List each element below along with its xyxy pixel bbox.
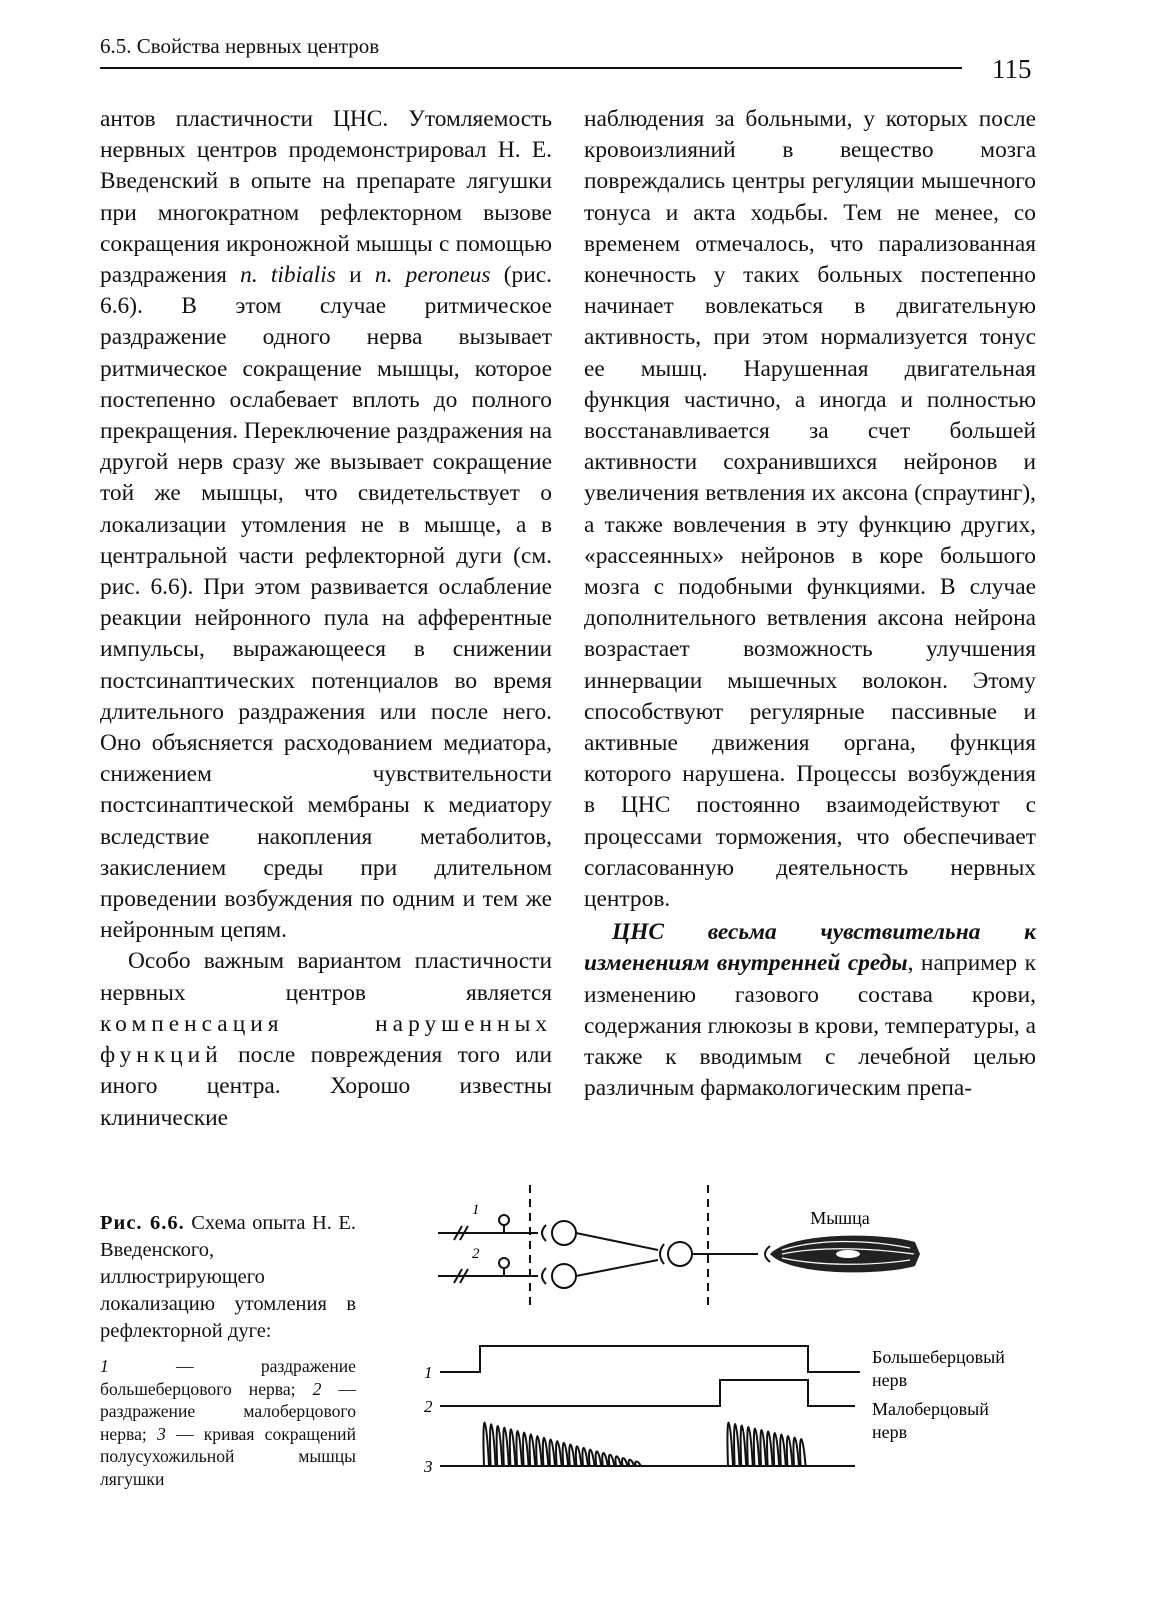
twitch-mark [530, 1434, 536, 1466]
twitch-mark [760, 1430, 766, 1466]
nerve-peroneus: n. peroneus [374, 262, 491, 289]
twitch-mark [800, 1439, 806, 1466]
twitch-mark [589, 1450, 595, 1466]
right-paragraph-1: наблюдения за больными, у которых после кровоизлияний в вещество мозга повреждались центры регуляции мышечного тонуса и акта ходьбы. Тем не менее, со временем отмечалось, что парализованная конечность у таких больных постепенно начинает вовлекаться в двигательную активность, при этом нормализуется тонус ее мышц. Нарушенная двигательная функция частично, а иногда и полностью восстанавливается за счет большей активности сохранившихся нейронов и увеличения ветвления их аксона (спраутинг), а также вовлечения в эту функцию других, «рассеянных» нейронов в коре большого мозга с подобными функциями. В случае дополнительного ветвления аксона нейрона возрастает возможность улучшения иннервации мышечных волокон. Этому способствуют регулярные пассивные и активные движения органа, функция которого нарушена. Процессы возбуждения в ЦНС постоянно взаимодействуют с процессами торможения, что обеспечивает согласованную деятельность нервных центров. [584, 106, 1036, 913]
twitch-mark [787, 1436, 793, 1466]
twitch-mark [774, 1433, 780, 1466]
twitch-mark [510, 1429, 516, 1466]
twitch-mark [727, 1423, 733, 1467]
afferent-neuron-2-icon [552, 1264, 576, 1288]
twitch-mark [483, 1423, 489, 1467]
twitch-mark [780, 1435, 786, 1467]
twitch-mark [523, 1433, 529, 1466]
trace-number-3: 3 [424, 1457, 433, 1476]
legend-num-1: 1 [100, 1356, 109, 1376]
twitch-mark [563, 1443, 569, 1466]
peroneal-nerve-label-b: нерв [872, 1422, 908, 1442]
legend-num-2: 2 [312, 1378, 322, 1399]
left-paragraph-2 [100, 946, 552, 1133]
twitch-mark [741, 1426, 747, 1467]
left-p1-rest: (рис. 6.6). В этом случае ритмическое раздражение одного нерва вызывает ритмическое сокращение мышцы, которое постепенно ослабевает вплоть до полного прекращения. Переключение раздражения на другой нерв сразу же вызывает сокращение той же мышцы, что свидетельствует о локализации утомления не в мышце, а в центральной части рефлекторной дуги (см. рис. 6.6). При этом развивается ослабление реакции нейронного пула на афферентные импульсы, выражающееся в снижении постсинаптических потенциалов во время длительного раздражения или после него. Оно объясняется расходованием медиатора, снижением чувствительности постсинаптической мембраны к медиатору вследствие накопления метаболитов, закислением среды при длительном проведении возбуждения по одним и тем же нейронным цепям. [100, 262, 552, 944]
header-rule [100, 67, 962, 69]
caption-legend [100, 1355, 356, 1490]
twitch-mark [602, 1453, 608, 1466]
twitch-mark [516, 1431, 522, 1466]
electrode-1-icon [499, 1215, 509, 1225]
left-p2-start: Особо важным вариантом пластичности нервных центров является [100, 948, 552, 1006]
legend-num-3: 3 [156, 1423, 166, 1444]
peroneal-nerve-label-a: Малоберцовый [872, 1399, 989, 1419]
trace-number-1: 1 [424, 1363, 433, 1382]
right-paragraph-2 [584, 917, 1036, 1104]
tibial-nerve-label-b: нерв [872, 1370, 908, 1390]
figure-caption [100, 1210, 356, 1490]
twitch-mark [543, 1438, 549, 1466]
twitch-mark [569, 1445, 575, 1466]
page-number: 115 [992, 54, 1032, 84]
muscle-label: Мышца [810, 1208, 870, 1228]
caption-title [100, 1210, 356, 1345]
left-paragraph-1 [100, 104, 552, 946]
twitch-mark [767, 1432, 773, 1467]
twitch-mark [549, 1439, 555, 1466]
twitch-mark [556, 1441, 562, 1466]
left-column [100, 104, 552, 1134]
twitch-mark [734, 1424, 740, 1466]
twitch-mark [497, 1426, 503, 1466]
twitch-mark [622, 1458, 628, 1466]
twitch-mark [490, 1424, 496, 1466]
input-number-1: 1 [472, 1202, 480, 1218]
cns-sensitivity-emphasis: ЦНС весьма чувствительна к изменениям внутренней среды [584, 919, 1036, 977]
right-column [584, 104, 1036, 1105]
nerve-tibialis: n. tibialis [240, 262, 336, 289]
afferent-neuron-1-icon [552, 1221, 576, 1245]
compensation-term: компенсация нарушенных функций [100, 1010, 552, 1069]
caption-title-text: Схема опыта Н. Е. Введенского, иллюстрирующего локализацию утомления в рефлекторной дуге: [100, 1212, 356, 1342]
running-head: 6.5. Свойства нервных центров [100, 34, 380, 58]
legend-text-1: — раздражение большеберцового нерва; [100, 1356, 356, 1399]
tibial-nerve-label-a: Большеберцовый [872, 1347, 1005, 1367]
twitch-mark [793, 1438, 799, 1467]
legend-text-2: — раздражение малоберцового нерва; [100, 1378, 356, 1444]
input-number-2: 2 [472, 1246, 480, 1262]
twitch-mark [609, 1455, 615, 1466]
legend-text-3: — кривая сокращений полусухожильной мышцы лягушки [100, 1423, 357, 1489]
motor-neuron-icon [668, 1242, 692, 1266]
trace-1-line [440, 1346, 855, 1372]
twitch-mark [582, 1448, 588, 1466]
right-p2-rest: , например к изменению газового состава крови, содержания глюкозы в крови, температуры, а также к вводимым с лечебной целью различным фармакологическим препа- [584, 950, 1036, 1102]
trace-number-2: 2 [424, 1397, 433, 1416]
trace-2-line [440, 1380, 855, 1406]
twitch-mark [576, 1446, 582, 1466]
twitch-mark [747, 1427, 753, 1466]
reflex-arc-diagram [410, 1180, 1050, 1480]
twitch-mark [596, 1451, 602, 1466]
twitch-mark [615, 1456, 621, 1466]
left-p1-and: и [335, 262, 375, 289]
muscle-icon [770, 1236, 920, 1273]
caption-label: Рис. 6.6. [100, 1212, 185, 1234]
left-p1-text: антов пластичности ЦНС. Утомляемость нервных центров продемонстрировал Н. Е. Введенский в опыте на препарате лягушки при многократном рефлекторном вызове сокращения икроножной мышцы с помощью раздражения [100, 106, 552, 289]
left-p2-rest: после повреждения того или иного центра. Хорошо известны клинические [100, 1042, 552, 1131]
twitch-mark [536, 1436, 542, 1466]
electrode-2-icon [499, 1258, 509, 1268]
muscle-contraction-curve [483, 1423, 805, 1467]
twitch-mark [503, 1428, 509, 1466]
twitch-mark [754, 1429, 760, 1467]
